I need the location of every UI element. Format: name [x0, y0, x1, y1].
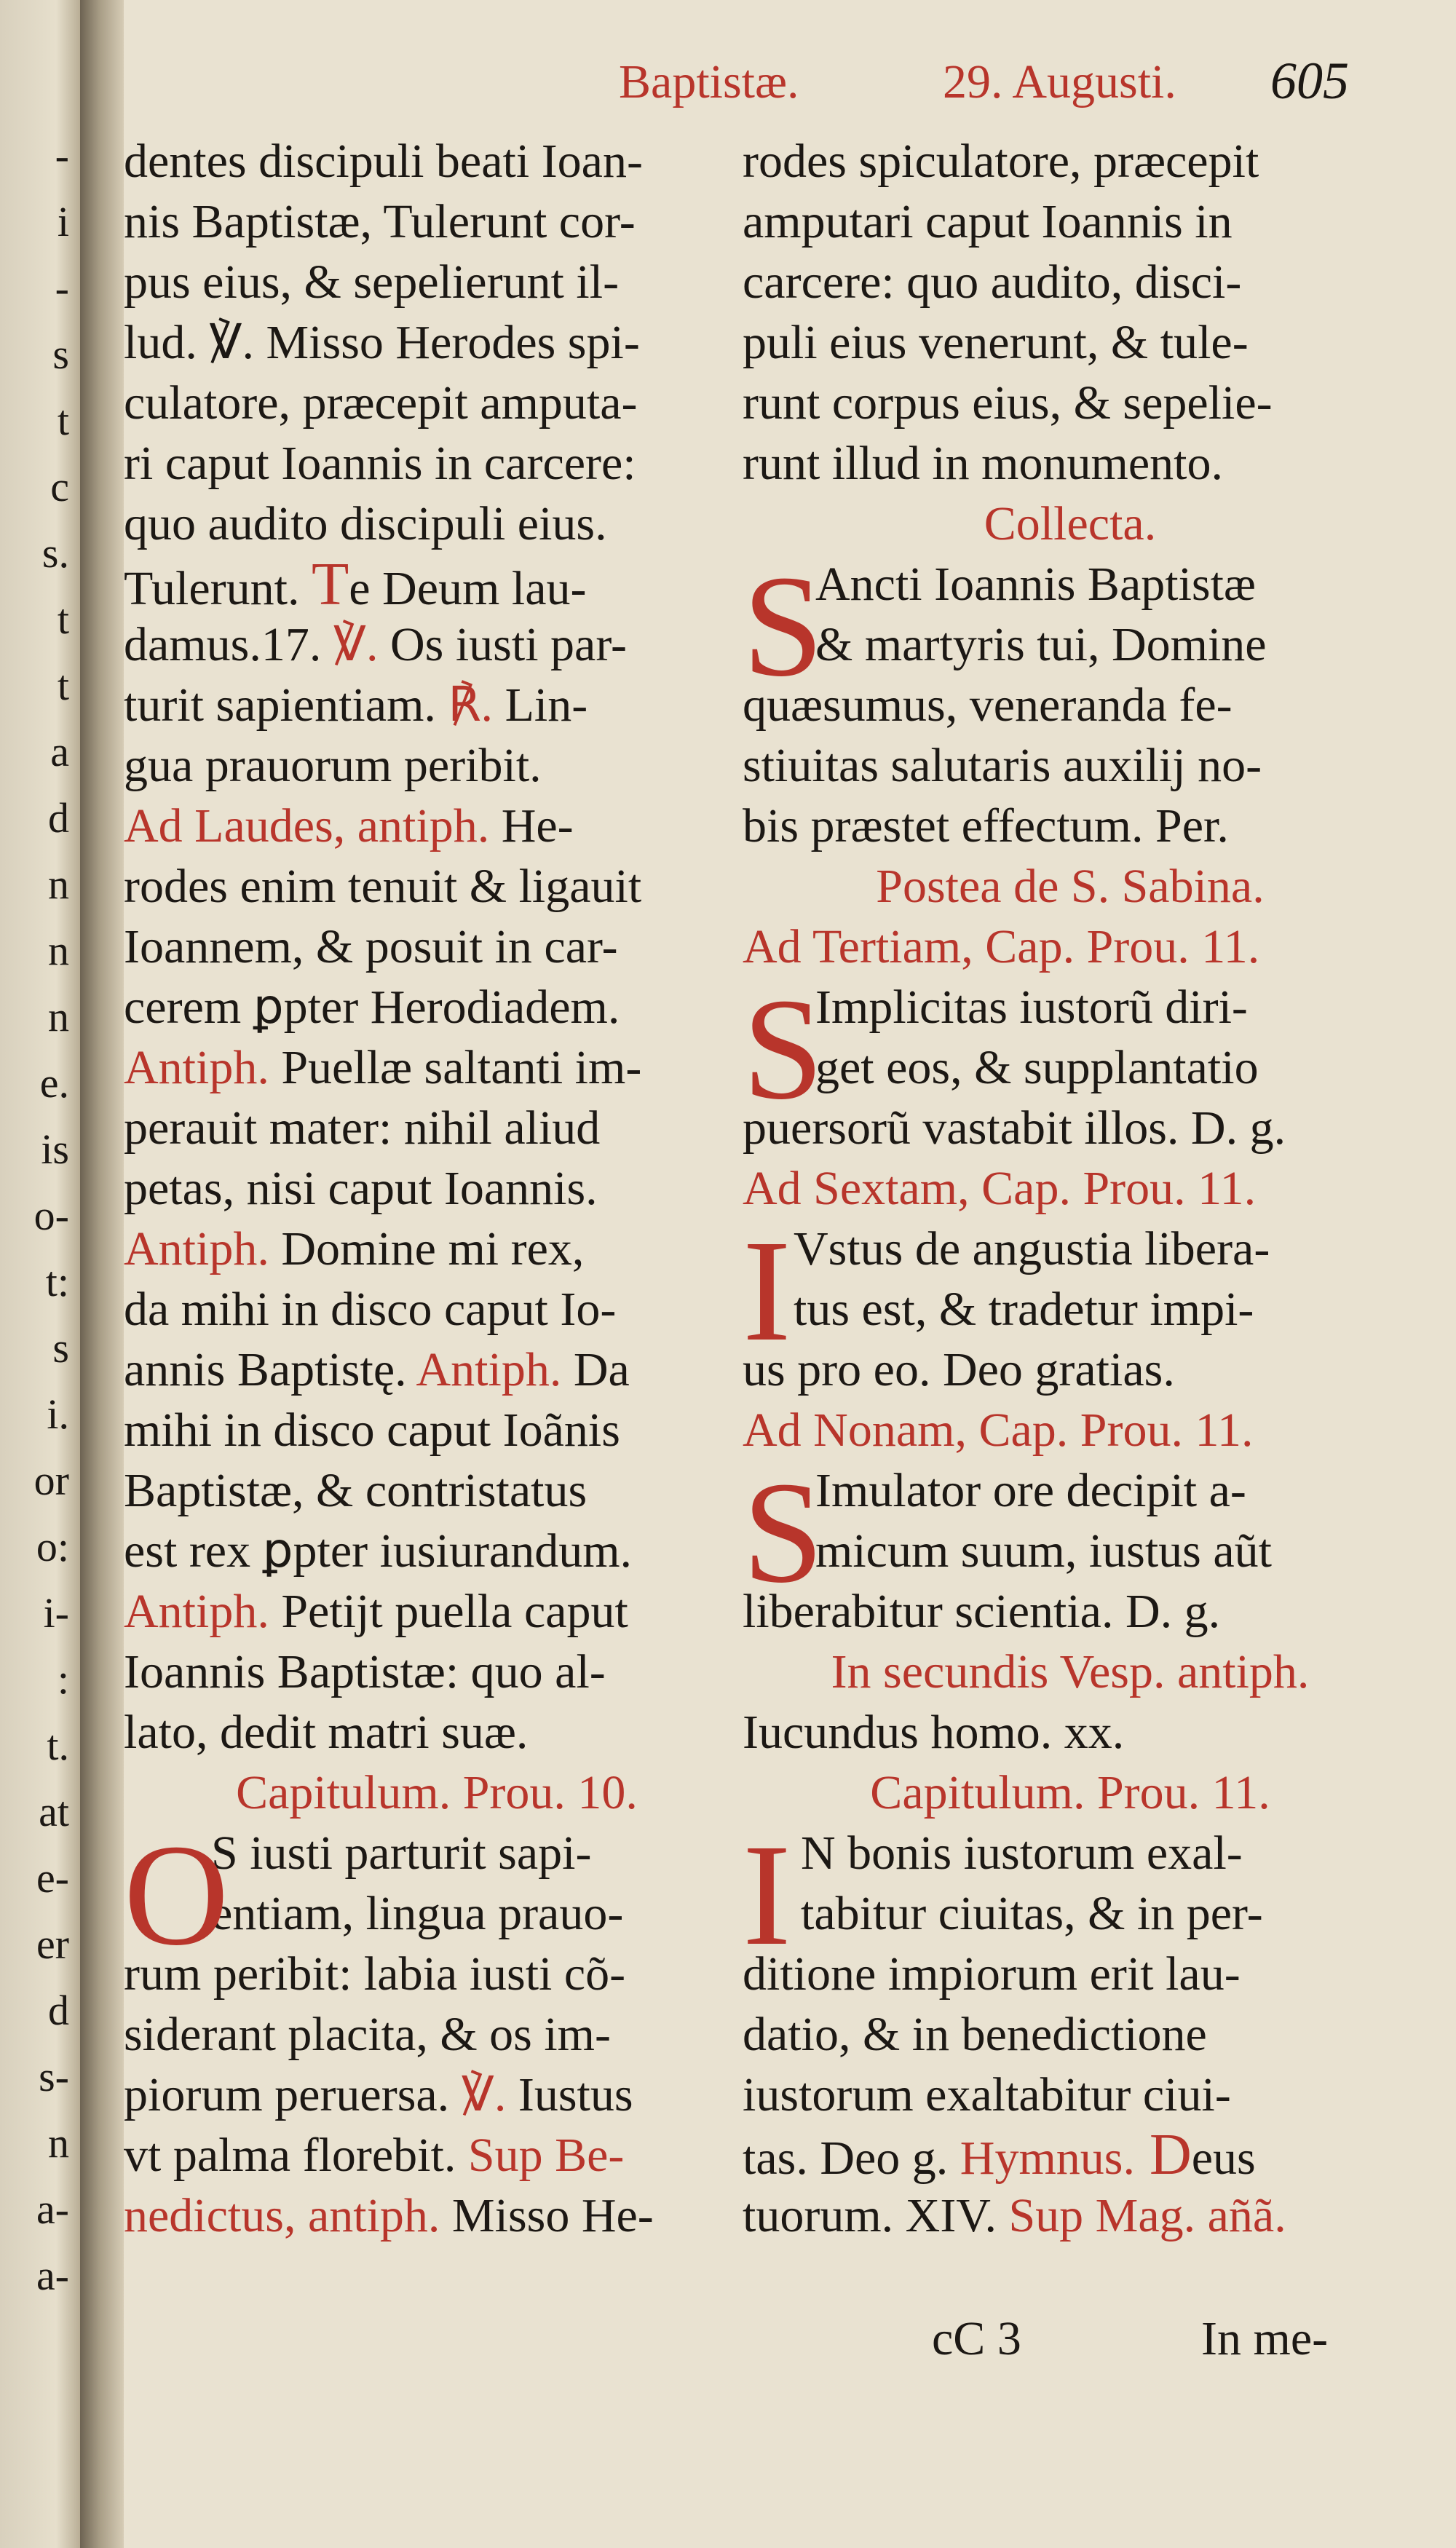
text-line: runt corpus eius, & sepelie- — [743, 376, 1273, 430]
left-page-fragment: s — [52, 331, 69, 378]
text-run: Domine mi rex, — [269, 1222, 585, 1275]
text-run: Puellæ saltanti im- — [269, 1041, 642, 1094]
text-line: est rex ꝑpter iusiurandum. — [124, 1524, 633, 1578]
text-line: rodes enim tenuit & ligauit — [124, 860, 642, 913]
left-page-fragment: t — [57, 662, 69, 709]
rubric: Ad Laudes, antiph. — [124, 799, 490, 852]
text-run: Lin- — [493, 678, 588, 732]
left-page-fragment: d — [48, 794, 69, 842]
text-line: tus est, & tradetur impi- — [794, 1283, 1254, 1336]
left-page-fragment: n — [48, 993, 69, 1040]
rubric-heading: Ad Sextam, Cap. Prou. 11. — [743, 1162, 1257, 1215]
text-line: da mihi in disco caput Io- — [124, 1283, 617, 1336]
text-column-left — [124, 131, 750, 2246]
response-sign: ℟. — [448, 678, 494, 732]
text-line: rum peribit: labia iusti cõ- — [124, 1947, 626, 2001]
text-line: dentes discipuli beati Ioan- — [124, 135, 643, 188]
catchword: In me- — [1201, 2312, 1329, 2365]
rubric: Sup Be- — [467, 2129, 625, 2182]
left-page-fragment: d — [48, 1987, 69, 2034]
text-line: runt illud in monumento. — [743, 437, 1223, 490]
text-line — [124, 796, 750, 856]
text-line: quæsumus, veneranda fe- — [743, 678, 1233, 732]
text-run: vt palma florebit. — [124, 2129, 468, 2182]
left-page-fragment: t. — [47, 1722, 69, 1769]
text-line: micum suum, iustus aũt — [815, 1524, 1272, 1578]
rubric: Antiph. — [124, 1222, 269, 1275]
text-run: Os iusti par- — [378, 618, 627, 671]
text-line: mihi in disco caput Ioãnis — [124, 1404, 620, 1457]
text-line — [124, 1219, 750, 1279]
text-line: lud. ℣. Misso Herodes spi- — [124, 316, 640, 369]
left-page-fragment: : — [57, 1655, 69, 1703]
text-line — [124, 614, 750, 675]
rubric: nedictus, antiph. — [124, 2189, 440, 2242]
left-page-fragment: at — [39, 1788, 69, 1835]
chapter-heading: Capitulum. Prou. 10. — [236, 1766, 638, 1819]
left-page-fragment: i — [57, 198, 69, 245]
text-run: turit sapientiam. — [124, 678, 448, 732]
left-page-fragment: e. — [39, 1059, 69, 1107]
rubric: Hymnus. — [960, 2132, 1135, 2185]
text-line — [124, 1581, 750, 1642]
text-line: puli eius venerunt, & tule- — [743, 316, 1249, 369]
text-line: us pro eo. Deo gratias. — [743, 1343, 1175, 1396]
text-line: rodes spiculatore, præcepit — [743, 135, 1259, 188]
drop-cap-s: S — [743, 1452, 824, 1613]
text-line: nis Baptistæ, Tulerunt cor- — [124, 195, 636, 248]
left-page-fragment: i- — [43, 1589, 69, 1637]
left-page-fragment: o: — [36, 1523, 69, 1570]
left-page-fragment: n — [48, 927, 69, 974]
text-line: Baptistæ, & contristatus — [124, 1464, 587, 1517]
text-line — [124, 1340, 750, 1400]
left-page-fragment: a — [50, 728, 69, 775]
text-line: carcere: quo audito, disci- — [743, 256, 1242, 309]
running-head-left: Baptistæ. — [619, 55, 799, 108]
text-line: Implicitas iustorũ diri- — [815, 981, 1248, 1034]
text-line: Ioannis Baptistæ: quo al- — [124, 1645, 606, 1698]
text-line: tabitur ciuitas, & in per- — [801, 1887, 1263, 1940]
text-line: ri caput Ioannis in carcere: — [124, 437, 636, 490]
text-line: iustorum exaltabitur ciui- — [743, 2068, 1231, 2121]
rubric: Antiph. — [124, 1585, 269, 1638]
text-line: cerem ꝑpter Herodiadem. — [124, 981, 620, 1034]
text-run: tas. Deo g. — [743, 2132, 960, 2185]
text-column-right — [743, 131, 1398, 2246]
rubric-heading: Postea de S. Sabina. — [876, 860, 1265, 913]
text-line: Vstus de angustia libera- — [794, 1222, 1270, 1275]
text-line — [743, 2125, 1398, 2185]
left-page-edge — [0, 0, 80, 2548]
text-line — [124, 2065, 750, 2125]
left-page-fragment: n — [48, 860, 69, 908]
page-number: 605 — [1270, 52, 1349, 110]
left-page-fragment: e- — [36, 1854, 69, 1902]
text-line: perauit mater: nihil aliud — [124, 1101, 601, 1155]
left-page-fragment: t — [57, 596, 69, 643]
text-line — [124, 2125, 750, 2185]
chapter-heading: Capitulum. Prou. 11. — [870, 1766, 1270, 1819]
text-run: He- — [489, 799, 574, 852]
text-line: amputari caput Ioannis in — [743, 195, 1233, 248]
rubric-heading: Ad Tertiam, Cap. Prou. 11. — [743, 920, 1260, 973]
drop-cap-i: I — [743, 1211, 791, 1372]
text-run: damus.17. — [124, 618, 333, 671]
left-page-fragment: - — [55, 264, 69, 312]
text-line: get eos, & supplantatio — [815, 1041, 1259, 1094]
left-page-fragment: s — [52, 1324, 69, 1372]
text-line: Ioannem, & posuit in car- — [124, 920, 618, 973]
page-605 — [124, 0, 1456, 2548]
text-run: Petijt puella caput — [269, 1585, 628, 1638]
left-page-fragment: - — [55, 132, 69, 179]
text-line: stiuitas salutaris auxilij no- — [743, 739, 1262, 792]
left-page-fragment: c — [50, 463, 69, 510]
text-line: lato, dedit matri suæ. — [124, 1706, 529, 1759]
text-line: quo audito discipuli eius. — [124, 497, 607, 550]
initial-letter: D — [1134, 2123, 1192, 2187]
left-page-fragment: n — [48, 2119, 69, 2167]
drop-cap-i: I — [743, 1815, 791, 1976]
text-line: S iusti parturit sapi- — [211, 1827, 592, 1880]
text-line — [124, 675, 750, 735]
text-line: pus eius, & sepelierunt il- — [124, 256, 620, 309]
text-line: siderant placita, & os im- — [124, 2008, 611, 2061]
text-run: Tulerunt. — [124, 562, 312, 615]
text-line — [124, 550, 750, 618]
rubric: Antiph. — [124, 1041, 269, 1094]
left-page-fragment: i. — [47, 1390, 69, 1438]
text-line: liberabitur scientia. D. g. — [743, 1585, 1221, 1638]
signature-mark: cC 3 — [932, 2312, 1021, 2365]
left-page-fragment: t — [57, 397, 69, 444]
text-run: eus — [1191, 2132, 1256, 2185]
rubric-heading: Ad Nonam, Cap. Prou. 11. — [743, 1404, 1254, 1457]
left-page-fragment: a- — [36, 2185, 69, 2233]
text-run: piorum peruersa. — [124, 2068, 462, 2121]
left-page-fragment: a- — [36, 2252, 69, 2299]
text-run: annis Baptistę. — [124, 1343, 416, 1396]
text-line: gua prauorum peribit. — [124, 739, 542, 792]
left-page-fragment: o- — [33, 1192, 69, 1239]
rubric: Antiph. — [416, 1343, 562, 1396]
left-page-fragment: is — [41, 1125, 69, 1173]
text-line: petas, nisi caput Ioannis. — [124, 1162, 598, 1215]
text-line: datio, & in benedictione — [743, 2008, 1207, 2061]
left-page-fragment: or — [33, 1457, 69, 1504]
collect-heading: Collecta. — [984, 497, 1157, 550]
text-line: Iucundus homo. xx. — [743, 1706, 1125, 1759]
left-page-fragment: er — [36, 1920, 69, 1968]
drop-cap-s: S — [743, 546, 824, 707]
rubric: Sup Mag. añã. — [1008, 2189, 1286, 2242]
text-run: Misso He- — [440, 2189, 654, 2242]
text-line: ditione impiorum erit lau- — [743, 1947, 1241, 2001]
left-page-fragment: s- — [39, 2053, 69, 2100]
text-run: Iustus — [506, 2068, 633, 2121]
text-line — [124, 1037, 750, 1098]
rubric-heading: In secundis Vesp. antiph. — [831, 1645, 1310, 1698]
text-line: Ancti Ioannis Baptistæ — [815, 558, 1256, 611]
text-line: & martyris tui, Domine — [815, 618, 1267, 671]
initial-letter: T — [311, 550, 349, 618]
drop-cap-s: S — [743, 969, 824, 1130]
text-line — [124, 2185, 750, 2246]
versicle-sign: ℣. — [461, 2068, 507, 2121]
book-gutter — [80, 0, 124, 2548]
text-run: Da — [561, 1343, 630, 1396]
running-head-right: 29. Augusti. — [943, 55, 1176, 108]
text-line — [743, 2185, 1398, 2246]
left-page-fragment: t: — [45, 1258, 69, 1305]
text-line: culatore, præcepit amputa- — [124, 376, 638, 430]
text-run: e Deum lau- — [349, 562, 587, 615]
left-page-fragment: s. — [41, 529, 69, 577]
text-line: puersorũ vastabit illos. D. g. — [743, 1101, 1286, 1155]
drop-cap-o: O — [124, 1815, 229, 1976]
text-line: entiam, lingua prauo- — [211, 1887, 624, 1940]
text-run: tuorum. XIV. — [743, 2189, 1009, 2242]
text-line: bis præstet effectum. Per. — [743, 799, 1229, 852]
text-line: Imulator ore decipit a- — [815, 1464, 1246, 1517]
versicle-sign: ℣. — [333, 618, 379, 671]
text-line: N bonis iustorum exal- — [801, 1827, 1243, 1880]
